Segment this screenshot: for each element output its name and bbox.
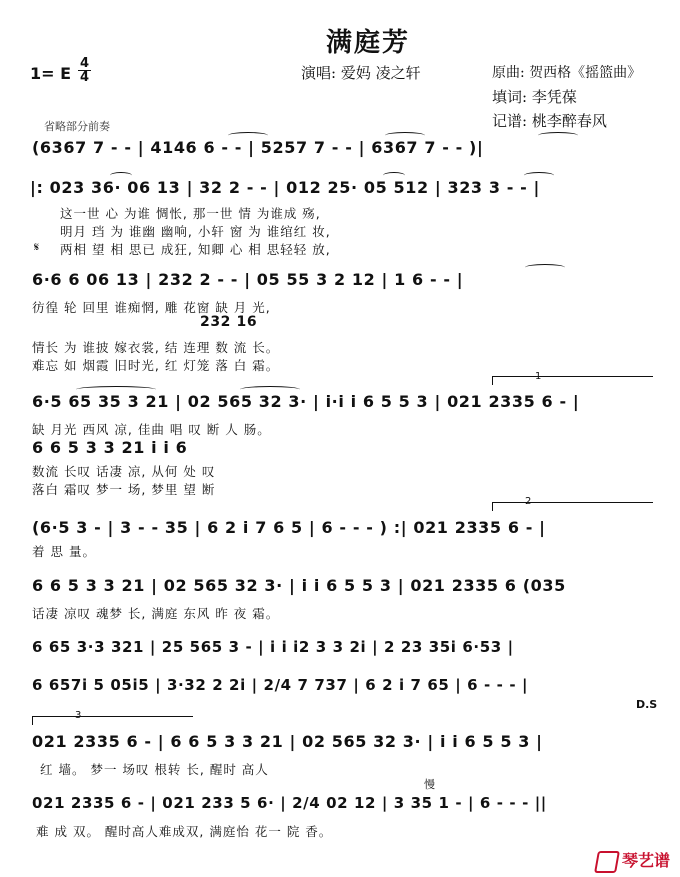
lyric-line: 难 成 双。 醒时高人难成双, 满庭怡 花一 院 香。	[36, 824, 333, 839]
slur	[240, 386, 300, 393]
slur	[538, 132, 578, 139]
notes-line: 021 2335 6 - | 6 6 5 3 3 21 | 02 565 32 3· | i i 6 5 5 3 |	[32, 732, 543, 751]
notes-line: 6 65 3·3 321 | 25 565 3 - | i i i2 3 3 2i | 2 23 35i 6·53 |	[32, 638, 514, 656]
score-row-1	[30, 138, 660, 158]
notes-line: (6·5 3 - | 3 - - 35 | 6 2 i 7 6 5 | 6 - - - ) :| 021 2335 6 - |	[32, 518, 546, 537]
score-row-10	[30, 676, 660, 696]
ds-mark: D.S	[636, 698, 658, 711]
score-row-7	[30, 518, 660, 538]
lyric-verse-2: 情长 为 谁披 嫁衣裳, 结 连理 数 流 长。	[32, 340, 280, 355]
watermark-logo	[596, 848, 670, 873]
ending-bracket-2	[492, 502, 653, 511]
lyric-verse-2: 明月 珰 为 谁幽 幽响, 小轩 窗 为 谁绾红 妆,	[60, 224, 331, 239]
slur	[524, 172, 554, 179]
ending-number-2: 2	[525, 496, 532, 507]
slur	[110, 172, 132, 179]
ending-number-1: 1	[535, 371, 542, 382]
time-numerator: 4	[80, 56, 90, 71]
notes-line: (6367 7 - - | 4146 6 - - | 5257 7 - - | 6367 7 - - )|	[32, 138, 484, 157]
ending-number-3: 3	[75, 710, 82, 721]
score-row-9	[30, 638, 660, 658]
watermark-text: 琴艺谱	[622, 851, 671, 870]
tempo-slow-mark: 慢	[424, 778, 435, 791]
notes-line: 6 657i 5 05i5 | 3·32 2 2i | 2/4 7 737 | 6 2 i 7 65 | 6 - - - |	[32, 676, 529, 694]
lyric-verse-1: 这一世 心 为谁 惆怅, 那一世 情 为谁成 殇,	[60, 206, 321, 221]
lyricist: 填词: 李凭葆	[492, 88, 577, 106]
ending-bracket-3	[32, 716, 193, 725]
singers: 演唱: 爱妈 凌之轩	[301, 64, 421, 82]
score-row-8	[30, 576, 660, 596]
score-row-6	[30, 438, 660, 458]
notes-line: 021 2335 6 - | 021 233 5 6· | 2/4 02 12 | 3 35 1 - | 6 - - - ||	[32, 794, 547, 812]
slur	[383, 172, 405, 179]
time-denominator: 4	[80, 70, 90, 85]
ending-bracket-1	[492, 376, 653, 385]
lyric-line: 红 墙。 梦一 场叹 根转 长, 醒时 高人	[40, 762, 269, 777]
score-row-3	[30, 270, 660, 290]
lyric-verse-3: 落白 霜叹 梦一 场, 梦里 望 断	[32, 482, 216, 497]
notes-line: 6·5 65 35 3 21 | 02 565 32 3· | i·i i 6 5 5 3 | 021 2335 6 - |	[32, 392, 580, 411]
song-title: 满庭芳	[326, 28, 411, 58]
score-row-4	[30, 314, 660, 334]
slur	[525, 264, 565, 271]
score-row-2	[30, 178, 660, 198]
lyric-line: 彷徨 轮 回里 谁痴惘, 雕 花窗 缺 月 光,	[32, 300, 271, 315]
lyric-line: 着 思 量。	[32, 544, 96, 559]
time-signature	[78, 57, 91, 84]
lyric-line: 缺 月光 西风 凉, 佳曲 唱 叹 断 人 肠。	[32, 422, 271, 437]
score-row-11	[30, 732, 660, 752]
prelude-note: 省略部分前奏	[44, 120, 110, 133]
key-signature: 1= E	[30, 64, 72, 83]
original-tune: 原曲: 贺西格《摇篮曲》	[492, 65, 642, 81]
score-row-12	[30, 794, 660, 814]
watermark-logo-icon	[594, 851, 620, 873]
lyric-verse-3: 两相 望 相 思已 成狂, 知卿 心 相 思轻轻 放,	[60, 242, 331, 257]
slur	[228, 132, 268, 139]
slur	[76, 386, 156, 393]
notes-line: |: 023 36· 06 13 | 32 2 - - | 012 25· 05 512 | 323 3 - - |	[30, 178, 540, 197]
transcriber: 记谱: 桃李醉春风	[492, 112, 607, 130]
notes-line: 6·6 6 06 13 | 232 2 - - | 05 55 3 2 12 | 1 6 - - |	[32, 270, 464, 289]
alt-notes-line: 6 6 5 3 3 21 i i 6	[32, 438, 188, 457]
alt-notes-line: 232 16	[200, 314, 258, 330]
segno-icon: 𝄋	[34, 240, 40, 254]
lyric-line: 话凄 凉叹 魂梦 长, 满庭 东风 昨 夜 霜。	[32, 606, 280, 621]
notes-line: 6 6 5 3 3 21 | 02 565 32 3· | i i 6 5 5 3 | 021 2335 6 (035	[32, 576, 566, 595]
lyric-verse-3: 难忘 如 烟霞 旧时光, 红 灯笼 落 白 霜。	[32, 358, 280, 373]
lyric-verse-2: 数流 长叹 话凄 凉, 从何 处 叹	[32, 464, 216, 479]
slur	[385, 132, 425, 139]
score-row-5	[30, 392, 660, 412]
